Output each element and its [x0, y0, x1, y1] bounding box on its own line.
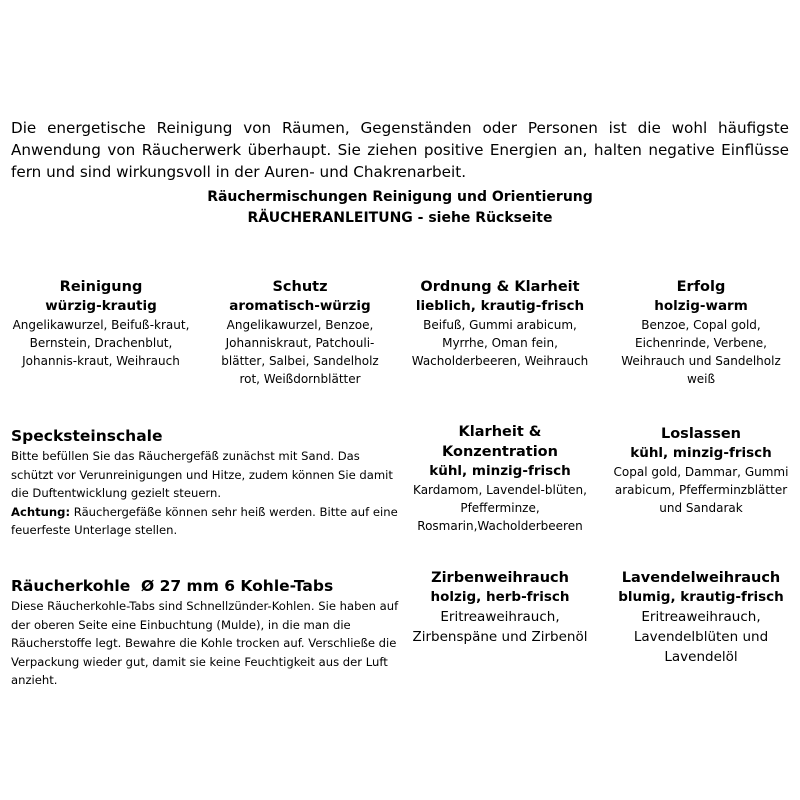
mixture-ingredients: Beifuß, Gummi arabicum, Myrrhe, Oman fein, Wacholderbeeren, Weihrauch — [411, 318, 589, 368]
mixture-reinigung — [8, 277, 194, 370]
intro-paragraph: Die energetische Reinigung von Räumen, Gegenständen oder Personen ist die wohl häufigste Anwendung von Räucherwerk überhaupt. Sie ziehen positive Energien an, halten negative Einflüsse fern und sind wirkungsvoll in der Auren- und Chakrenarbeit. — [11, 119, 789, 181]
mixture-scent: aromatisch-würzig — [229, 298, 371, 314]
mixture-scent: holzig, herb-frisch — [430, 589, 570, 605]
mixture-scent: kühl, minzig-frisch — [429, 463, 571, 479]
raeucherkohle-section — [11, 575, 401, 690]
mixture-ingredients: Benzoe, Copal gold, Eichenrinde, Verbene, Weihrauch und Sandelholz weiß — [621, 318, 781, 386]
specksteinschale-description: Bitte befüllen Sie das Räuchergefäß zunächst mit Sand. Das schützt vor Verunreinigungen und Hitze, zudem können Sie damit die Duftentwicklung gezielt steuern. — [11, 449, 393, 500]
mixture-ordnung-klarheit — [405, 277, 595, 370]
mixture-title: Loslassen — [660, 426, 741, 442]
mixture-title: Zirbenweihrauch — [431, 570, 569, 586]
warning-label: Achtung: — [11, 504, 71, 519]
mixture-title: Reinigung — [59, 279, 143, 295]
section-heading: Räuchermischungen Reinigung und Orientierung — [207, 189, 593, 205]
mixture-title: Klarheit & Konzentration — [442, 424, 558, 460]
mixture-ingredients: Eritreaweihrauch, Zirbenspäne und Zirbenöl — [412, 609, 588, 645]
warning-text: Räuchergefäße können sehr heiß werden. Bitte auf eine feuerfeste Unterlage stellen. — [11, 504, 398, 537]
mixture-erfolg — [612, 277, 790, 388]
mixture-ingredients: Copal gold, Dammar, Gummi arabicum, Pfefferminzblätter und Sandarak — [613, 465, 789, 515]
mixture-scent: lieblich, krautig-frisch — [415, 298, 585, 314]
mixture-ingredients: Angelikawurzel, Beifuß-kraut, Bernstein, Drachenblut, Johannis-kraut, Weihrauch — [12, 318, 190, 368]
mixture-schutz — [210, 277, 390, 388]
mixture-scent: holzig-warm — [654, 298, 748, 314]
mixture-loslassen — [612, 424, 790, 517]
specksteinschale-text — [11, 447, 401, 540]
mixture-title: Ordnung & Klarheit — [420, 279, 580, 295]
instructions-note: RÄUCHERANLEITUNG - siehe Rückseite — [247, 210, 553, 226]
mixture-zirbenweihrauch — [405, 568, 595, 647]
mixture-scent: würzig-krautig — [45, 298, 157, 314]
mixture-title: Lavendelweihrauch — [621, 570, 781, 586]
mixture-title: Schutz — [272, 279, 328, 295]
mixture-ingredients: Angelikawurzel, Benzoe, Johanniskraut, Patchouli-blätter, Salbei, Sandelholz rot, Weißdornblätter — [221, 318, 379, 386]
specksteinschale-title: Specksteinschale — [11, 427, 163, 445]
mixture-ingredients: Kardamom, Lavendel-blüten, Pfefferminze, Rosmarin,Wacholderbeeren — [413, 483, 587, 533]
mixture-klarheit-konzentration — [405, 422, 595, 535]
mixture-scent: blumig, krautig-frisch — [618, 589, 784, 605]
mixture-lavendelweihrauch — [605, 568, 797, 667]
mixture-title: Erfolg — [676, 279, 726, 295]
raeucherkohle-text: Diese Räucherkohle-Tabs sind Schnellzünder-Kohlen. Sie haben auf der oberen Seite eine Einbuchtung (Mulde), in die man die Räucherstoffe legt. Bewahre die Kohle trocken auf. Verschließe die Verpackung wieder gut, damit sie keine Feuchtigkeit aus der Luft anzieht. — [11, 599, 399, 687]
raeucherkohle-title: Räucherkohle Ø 27 mm 6 Kohle-Tabs — [11, 577, 334, 595]
specksteinschale-section — [11, 425, 401, 540]
mixture-ingredients: Eritreaweihrauch, Lavendelblüten und Lavendelöl — [633, 609, 769, 665]
mixture-scent: kühl, minzig-frisch — [630, 445, 772, 461]
